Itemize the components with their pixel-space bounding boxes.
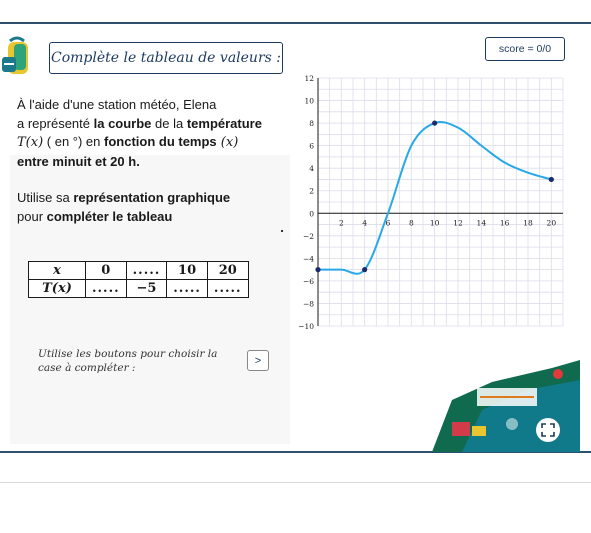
y-tick-label: 10 bbox=[304, 96, 314, 106]
instruction-line-1: Utilise sa représentation graphique bbox=[17, 190, 231, 205]
backpack-icon bbox=[0, 35, 34, 77]
intro-line-2: a représenté la courbe de la température bbox=[17, 115, 262, 131]
x-tick-label: 2 bbox=[338, 218, 344, 228]
y-tick-label: 6 bbox=[309, 141, 314, 151]
table-row-t bbox=[29, 280, 249, 298]
y-tick-label: −10 bbox=[298, 322, 314, 331]
y-tick-label: −8 bbox=[302, 299, 314, 309]
x-tick-label: 18 bbox=[523, 218, 533, 228]
y-tick-label: 0 bbox=[309, 209, 314, 219]
y-tick-label: −4 bbox=[302, 254, 314, 264]
decorative-math-image bbox=[432, 360, 580, 452]
x-tick-label: 12 bbox=[453, 218, 463, 228]
y-tick-label: 4 bbox=[309, 164, 314, 174]
y-tick-label: 12 bbox=[304, 74, 314, 83]
fullscreen-icon bbox=[541, 423, 555, 437]
cell-x-2[interactable]: ..... bbox=[126, 262, 167, 280]
x-tick-label: 4 bbox=[362, 218, 368, 228]
data-point bbox=[315, 267, 320, 272]
data-point bbox=[362, 267, 367, 272]
score-value: = 0/0 bbox=[527, 43, 552, 55]
y-tick-label: −2 bbox=[302, 231, 314, 241]
cell-x-3: 10 bbox=[167, 262, 208, 280]
y-tick-label: −6 bbox=[302, 276, 314, 286]
row-header-t: T(x) bbox=[29, 280, 86, 298]
hint-text: Utilise les boutons pour choisir la case à compléter : bbox=[38, 348, 218, 374]
cell-x-1: 0 bbox=[86, 262, 127, 280]
row-header-x: x bbox=[29, 262, 86, 280]
separator-line bbox=[0, 482, 591, 483]
x-tick-label: 6 bbox=[385, 218, 391, 228]
instruction bbox=[17, 189, 289, 226]
x-tick-label: 16 bbox=[499, 218, 510, 228]
cell-t-4[interactable]: ..... bbox=[207, 280, 248, 298]
cell-x-4: 20 bbox=[207, 262, 248, 280]
x-tick-label: 10 bbox=[429, 218, 440, 228]
dot-mark bbox=[281, 230, 283, 232]
score-display bbox=[485, 37, 565, 61]
table-row-x bbox=[29, 262, 249, 280]
problem-statement bbox=[17, 96, 289, 171]
x-tick-label: 20 bbox=[546, 218, 557, 228]
x-tick-label: 14 bbox=[476, 218, 487, 228]
score-label: score bbox=[498, 43, 525, 55]
instruction-line-2: pour compléter le tableau bbox=[17, 208, 173, 224]
intro-line-1: À l'aide d'une station météo, Elena bbox=[17, 97, 217, 112]
data-point bbox=[549, 177, 554, 182]
data-point bbox=[432, 120, 437, 125]
fullscreen-button[interactable] bbox=[536, 418, 560, 442]
y-tick-label: 8 bbox=[309, 119, 314, 129]
x-tick-label: 8 bbox=[408, 218, 414, 228]
cell-t-2: −5 bbox=[126, 280, 167, 298]
cell-t-1[interactable]: ..... bbox=[86, 280, 127, 298]
value-table bbox=[28, 261, 249, 298]
intro-line-3: T(x) ( en °) en fonction du temps (x) bbox=[17, 134, 239, 150]
top-border bbox=[0, 22, 591, 24]
temperature-graph bbox=[293, 70, 573, 335]
cell-t-3[interactable]: ..... bbox=[167, 280, 208, 298]
next-cell-button[interactable]: > bbox=[247, 350, 269, 371]
page-title: Complète le tableau de valeurs : bbox=[49, 42, 283, 74]
y-tick-label: 2 bbox=[309, 186, 314, 196]
intro-line-4: entre minuit et 20 h. bbox=[17, 153, 140, 169]
